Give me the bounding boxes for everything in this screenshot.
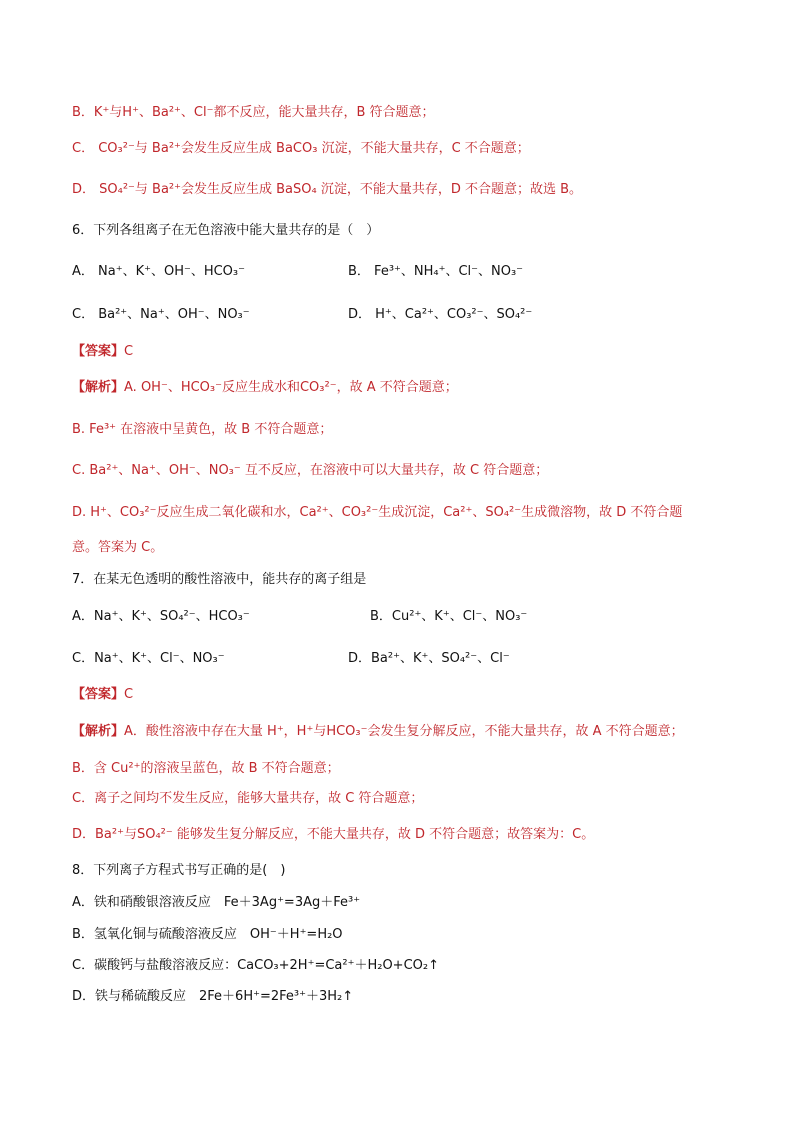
q8-stem: 8．下列离子方程式书写正确的是( ) — [72, 863, 286, 878]
prev-explanation-b: B．K⁺与H⁺、Ba²⁺、Cl⁻都不反应，能大量共存，B 符合题意； — [72, 105, 435, 120]
analysis-label: 【解析】 — [72, 724, 125, 739]
answer-label: 【答案】 — [72, 687, 125, 702]
q7-analysis-b: B．含 Cu²⁺的溶液呈蓝色，故 B 不符合题意； — [72, 761, 340, 776]
q6-analysis-d-line1: D. H⁺、CO₃²⁻反应生成二氧化碳和水，Ca²⁺、CO₃²⁻生成沉淀，Ca²⁺、SO₄²⁻生成微溶物，故 D 不符合题 — [72, 505, 683, 520]
q6-answer — [72, 343, 133, 361]
analysis-text: A．酸性溶液中存在大量 H⁺，H⁺与HCO₃⁻会发生复分解反应，不能大量共存，故 A 不符合题意； — [124, 724, 684, 739]
answer-value: C — [124, 687, 134, 702]
q7-analysis-d: D．Ba²⁺与SO₄²⁻ 能够发生复分解反应，不能大量共存，故 D 不符合题意；故答案为：C。 — [72, 827, 595, 842]
q6-option-d: D． H⁺、Ca²⁺、CO₃²⁻、SO₄²⁻ — [348, 307, 533, 322]
q6-analysis-c: C. Ba²⁺、Na⁺、OH⁻、NO₃⁻ 互不反应，在溶液中可以大量共存，故 C 符合题意； — [72, 463, 549, 478]
q7-analysis-c: C．离子之间均不发生反应，能够大量共存，故 C 符合题意； — [72, 791, 424, 806]
q8-option-c: C．碳酸钙与盐酸溶液反应：CaCO₃+2H⁺=Ca²⁺＋H₂O+CO₂↑ — [72, 958, 439, 973]
q8-option-b: B．氢氧化铜与硫酸溶液反应 OH⁻＋H⁺=H₂O — [72, 927, 343, 942]
answer-label: 【答案】 — [72, 344, 125, 359]
q7-option-a: A．Na⁺、K⁺、SO₄²⁻、HCO₃⁻ — [72, 609, 250, 624]
q8-option-a: A．铁和硝酸银溶液反应 Fe＋3Ag⁺=3Ag＋Fe³⁺ — [72, 895, 361, 910]
q6-analysis-b: B. Fe³⁺ 在溶液中呈黄色，故 B 不符合题意； — [72, 422, 333, 437]
q6-stem: 6．下列各组离子在无色溶液中能大量共存的是（ ） — [72, 223, 380, 238]
q6-analysis-d-line2: 意。答案为 C。 — [72, 540, 164, 555]
q8-option-d: D．铁与稀硫酸反应 2Fe＋6H⁺=2Fe³⁺＋3H₂↑ — [72, 989, 354, 1004]
q7-analysis-a — [72, 723, 684, 741]
answer-value: C — [124, 344, 134, 359]
q7-answer — [72, 686, 133, 704]
q7-option-c: C．Na⁺、K⁺、Cl⁻、NO₃⁻ — [72, 651, 225, 666]
q6-option-a: A． Na⁺、K⁺、OH⁻、HCO₃⁻ — [72, 264, 245, 279]
prev-explanation-d: D． SO₄²⁻与 Ba²⁺会发生反应生成 BaSO₄ 沉淀，不能大量共存，D 不合题意；故选 B。 — [72, 182, 583, 197]
q7-option-b: B．Cu²⁺、K⁺、Cl⁻、NO₃⁻ — [370, 609, 528, 624]
q6-analysis-a — [72, 379, 458, 397]
q7-stem: 7．在某无色透明的酸性溶液中，能共存的离子组是 — [72, 572, 367, 587]
q7-option-d: D．Ba²⁺、K⁺、SO₄²⁻、Cl⁻ — [348, 651, 510, 666]
q6-option-b: B． Fe³⁺、NH₄⁺、Cl⁻、NO₃⁻ — [348, 264, 524, 279]
prev-explanation-c: C． CO₃²⁻与 Ba²⁺会发生反应生成 BaCO₃ 沉淀，不能大量共存，C 不合题意； — [72, 141, 530, 156]
q6-option-c: C． Ba²⁺、Na⁺、OH⁻、NO₃⁻ — [72, 307, 250, 322]
analysis-label: 【解析】 — [72, 380, 125, 395]
analysis-text: A. OH⁻、HCO₃⁻反应生成水和CO₃²⁻，故 A 不符合题意； — [124, 380, 458, 395]
